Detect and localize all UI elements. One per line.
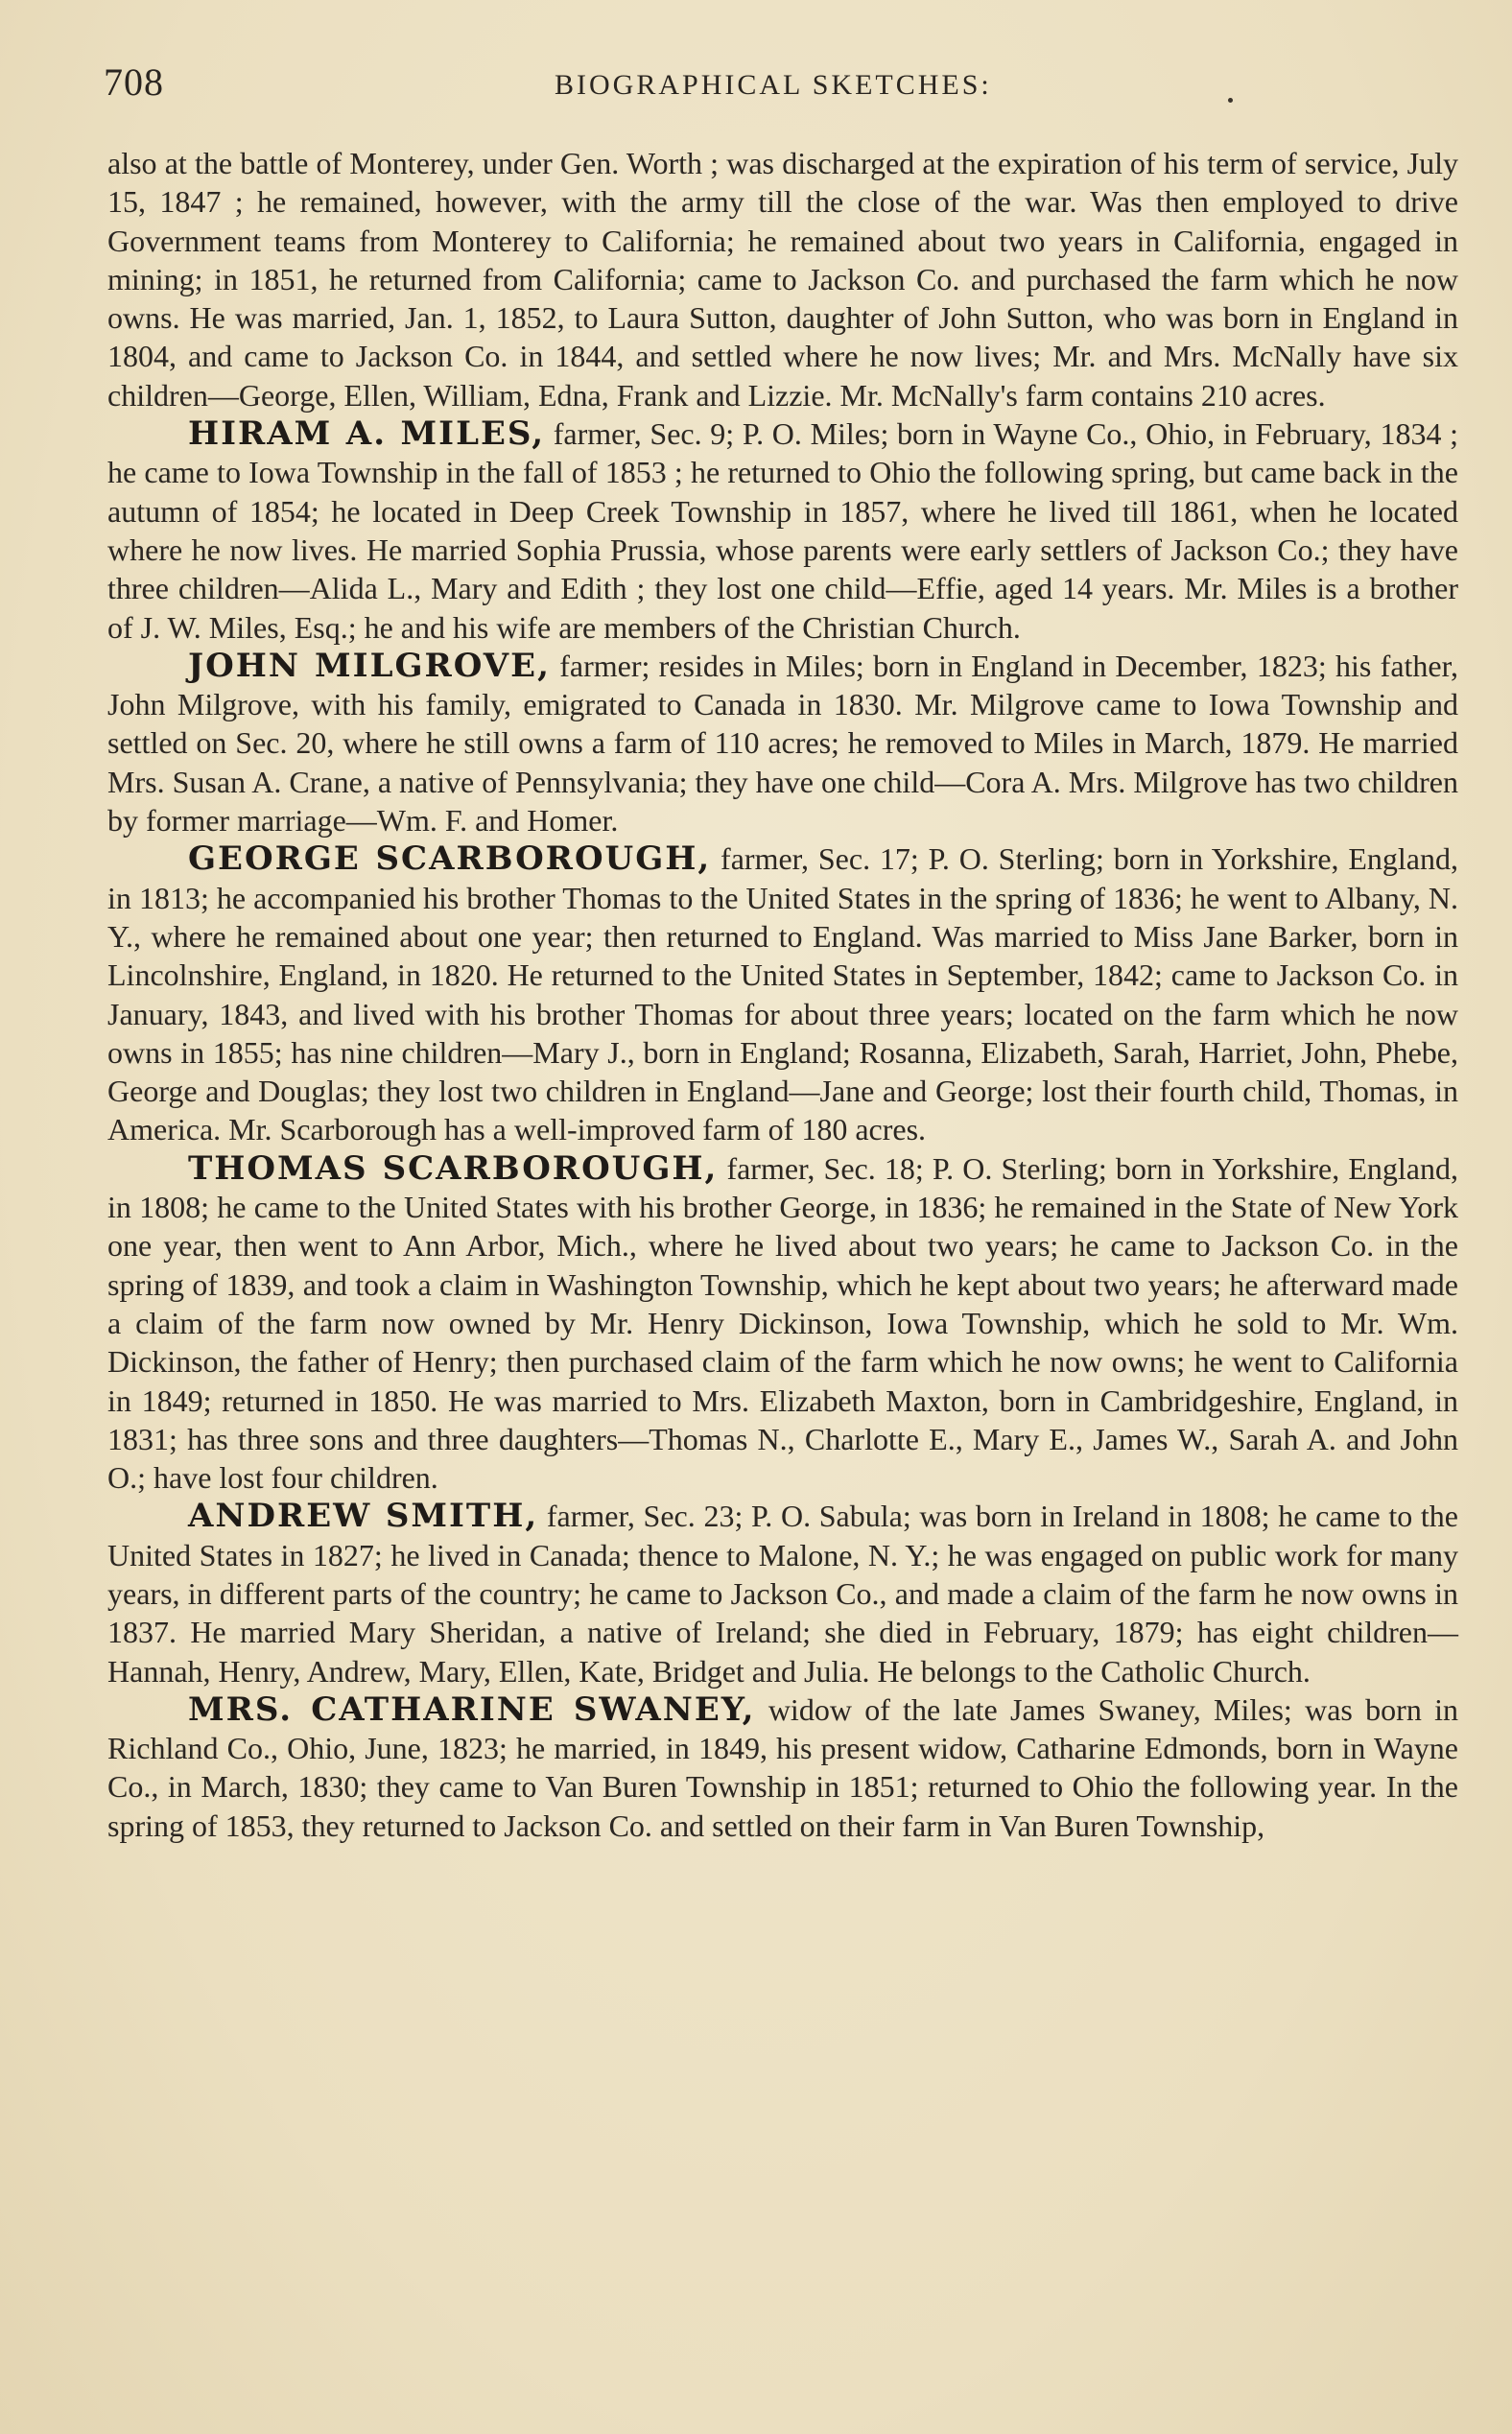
entry-name: GEORGE SCARBOROUGH,	[188, 839, 712, 879]
entry-name: HIRAM A. MILES,	[188, 414, 546, 454]
ink-speck	[1228, 98, 1233, 103]
running-head: BIOGRAPHICAL SKETCHES:	[555, 69, 992, 101]
entry-catharine-swaney	[107, 1690, 1458, 1845]
entry-text: widow of the late James Swaney, Miles; was born in Richland Co., Ohio, June, 1823; he married, in 1849, his present widow, Catharine Edmonds, born in Wayne Co., in March, 1830; they came to Van Buren Township in 1851; returned to Ohio the following year. In the spring of 1853, they returned to Jackson Co. and settled on their farm in Van Buren Township,	[107, 1691, 1458, 1843]
entry-text: farmer; resides in Miles; born in England in December, 1823; his father, John Milgrove, with his family, emigrated to Canada in 1830. Mr. Milgrove came to Iowa Township and settled on Sec. 20, where he still owns a farm of 110 acres; he removed to Miles in March, 1879. He married Mrs. Susan A. Crane, a native of Pennsylvania; they have one child—Cora A. Mrs. Milgrove has two children by former marriage—Wm. F. and Homer.	[107, 648, 1459, 839]
entry-name: MRS. CATHARINE SWANEY,	[188, 1690, 756, 1729]
entry-text: farmer, Sec. 9; P. O. Miles; born in Wayne Co., Ohio, in February, 1834 ; he came to Iowa Township in the fall of 1853 ; he returned to Ohio the following spring, but came back in the autumn of 1854; he located in Deep Creek Township in 1857, where he lived till 1861, when he located where he now lives. He married Sophia Prussia, whose parents were early settlers of Jackson Co.; they have three children—Alida L., Mary and Edith ; they lost one child—Effie, aged 14 years. Mr. Miles is a brother of J. W. Miles, Esq.; he and his wife are members of the Christian Church.	[107, 416, 1459, 645]
entry-name: THOMAS SCARBOROUGH,	[188, 1148, 719, 1188]
entry-thomas-scarborough	[107, 1149, 1458, 1498]
entry-text: farmer, Sec. 17; P. O. Sterling; born in Yorkshire, England, in 1813; he accompanied his brother Thomas to the United States in the spring of 1836; he went to Albany, N. Y., where he remained about one year; then returned to England. Was married to Miss Jane Barker, born in Lincolnshire, England, in 1820. He returned to the United States in September, 1842; came to Jackson Co. in January, 1843, and lived with his brother Thomas for about three years; located on the farm which he now owns in 1855; has nine children—Mary J., born in England; Rosanna, Elizabeth, Sarah, Harriet, John, Phebe, George and Douglas; they lost two children in England—Jane and George; lost their fourth child, Thomas, in America. Mr. Scarborough has a well-improved farm of 180 acres.	[107, 841, 1459, 1147]
entry-name: JOHN MILGROVE,	[188, 646, 551, 685]
entry-andrew-smith	[107, 1497, 1458, 1690]
entry-john-milgrove	[107, 647, 1458, 839]
entry-text: farmer, Sec. 23; P. O. Sabula; was born in Ireland in 1808; he came to the United States in 1827; he lived in Canada; thence to Malone, N. Y.; he was engaged on public work for many years, in different parts of the country; he came to Jackson Co., and made a claim of the farm he now owns in 1837. He married Mary Sheridan, a native of Ireland; she died in February, 1879; has eight children—Hannah, Henry, Andrew, Mary, Ellen, Kate, Bridget and Julia. He belongs to the Catholic Church.	[107, 1499, 1458, 1689]
body-text	[107, 144, 1458, 1845]
entry-george-scarborough	[107, 839, 1458, 1148]
entry-name: ANDREW SMITH,	[188, 1497, 539, 1536]
entry-hiram-miles	[107, 414, 1458, 647]
continuation-paragraph: also at the battle of Monterey, under Gen. Worth ; was discharged at the expiration of his term of service, July 15, 1847 ; he remained, however, with the army till the close of the war. Was then employed to drive Government teams from Monterey to California; he remained about two years in California, engaged in mining; in 1851, he returned from California; came to Jackson Co. and purchased the farm which he now owns. He was married, Jan. 1, 1852, to Laura Sutton, daughter of John Sutton, who was born in England in 1804, and came to Jackson Co. in 1844, and settled where he now lives; Mr. and Mrs. McNally have six children—George, Ellen, William, Edna, Frank and Lizzie. Mr. McNally's farm contains 210 acres.	[107, 146, 1458, 413]
page-header	[104, 59, 1466, 107]
entry-text: farmer, Sec. 18; P. O. Sterling; born in Yorkshire, England, in 1808; he came to the United States with his brother George, in 1836; he remained in the State of New York one year, then went to Ann Arbor, Mich., where he lived about two years; he came to Jackson Co. in the spring of 1839, and took a claim in Washington Township, which he kept about two years; he afterward made a claim of the farm now owned by Mr. Henry Dickinson, Iowa Township, which he sold to Mr. Wm. Dickinson, the father of Henry; then purchased claim of the farm which he now owns; he went to California in 1849; returned in 1850. He was married to Mrs. Elizabeth Maxton, born in Cambridgeshire, England, in 1831; has three sons and three daughters—Thomas N., Charlotte E., Mary E., James W., Sarah A. and John O.; have lost four children.	[107, 1150, 1458, 1496]
page-number: 708	[104, 60, 164, 104]
